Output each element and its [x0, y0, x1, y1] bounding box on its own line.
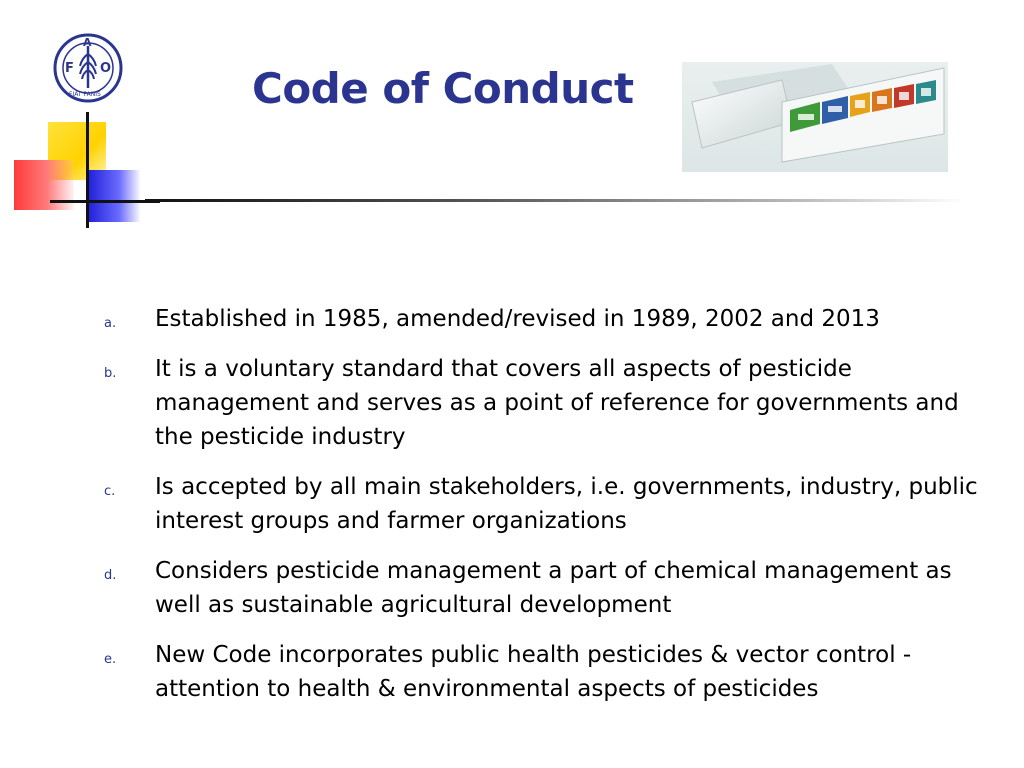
code-of-conduct-booklet-icon	[682, 62, 948, 172]
vertical-line	[86, 112, 89, 228]
list-marker: e.	[104, 652, 117, 667]
list-item	[104, 470, 984, 538]
list-marker: b.	[104, 366, 117, 381]
blue-block	[88, 170, 140, 222]
list-item-text: It is a voluntary standard that covers all aspects of pesticide management and serves as a point of reference for governments and the pesticide industry	[155, 356, 959, 450]
list-item-text: Is accepted by all main stakeholders, i.e. governments, industry, public interest groups and farmer organizations	[155, 474, 978, 534]
list-item	[104, 554, 984, 622]
list-marker: d.	[104, 568, 117, 583]
title-rule	[145, 199, 965, 202]
list-item-text: New Code incorporates public health pesticides & vector control - attention to health & environmental aspects of pesticides	[155, 642, 912, 702]
list-item	[104, 638, 984, 706]
logo-letter-a: A	[83, 36, 92, 49]
list-item	[104, 352, 984, 454]
logo-motto: FIAT PANIS	[69, 91, 101, 98]
logo-letter-o: O	[100, 61, 112, 76]
list-marker: c.	[104, 484, 116, 499]
list-item	[104, 302, 984, 336]
list-marker: a.	[104, 316, 117, 331]
decorative-blocks	[0, 100, 160, 240]
bullet-list	[104, 302, 984, 722]
fao-logo-icon	[52, 32, 124, 104]
cross-line	[50, 200, 160, 203]
logo-letter-f: F	[65, 61, 74, 76]
list-item-text: Considers pesticide management a part of chemical management as well as sustainable agricultural development	[155, 558, 952, 618]
list-item-text: Established in 1985, amended/revised in 1989, 2002 and 2013	[155, 306, 880, 332]
slide-title: Code of Conduct	[252, 64, 634, 113]
